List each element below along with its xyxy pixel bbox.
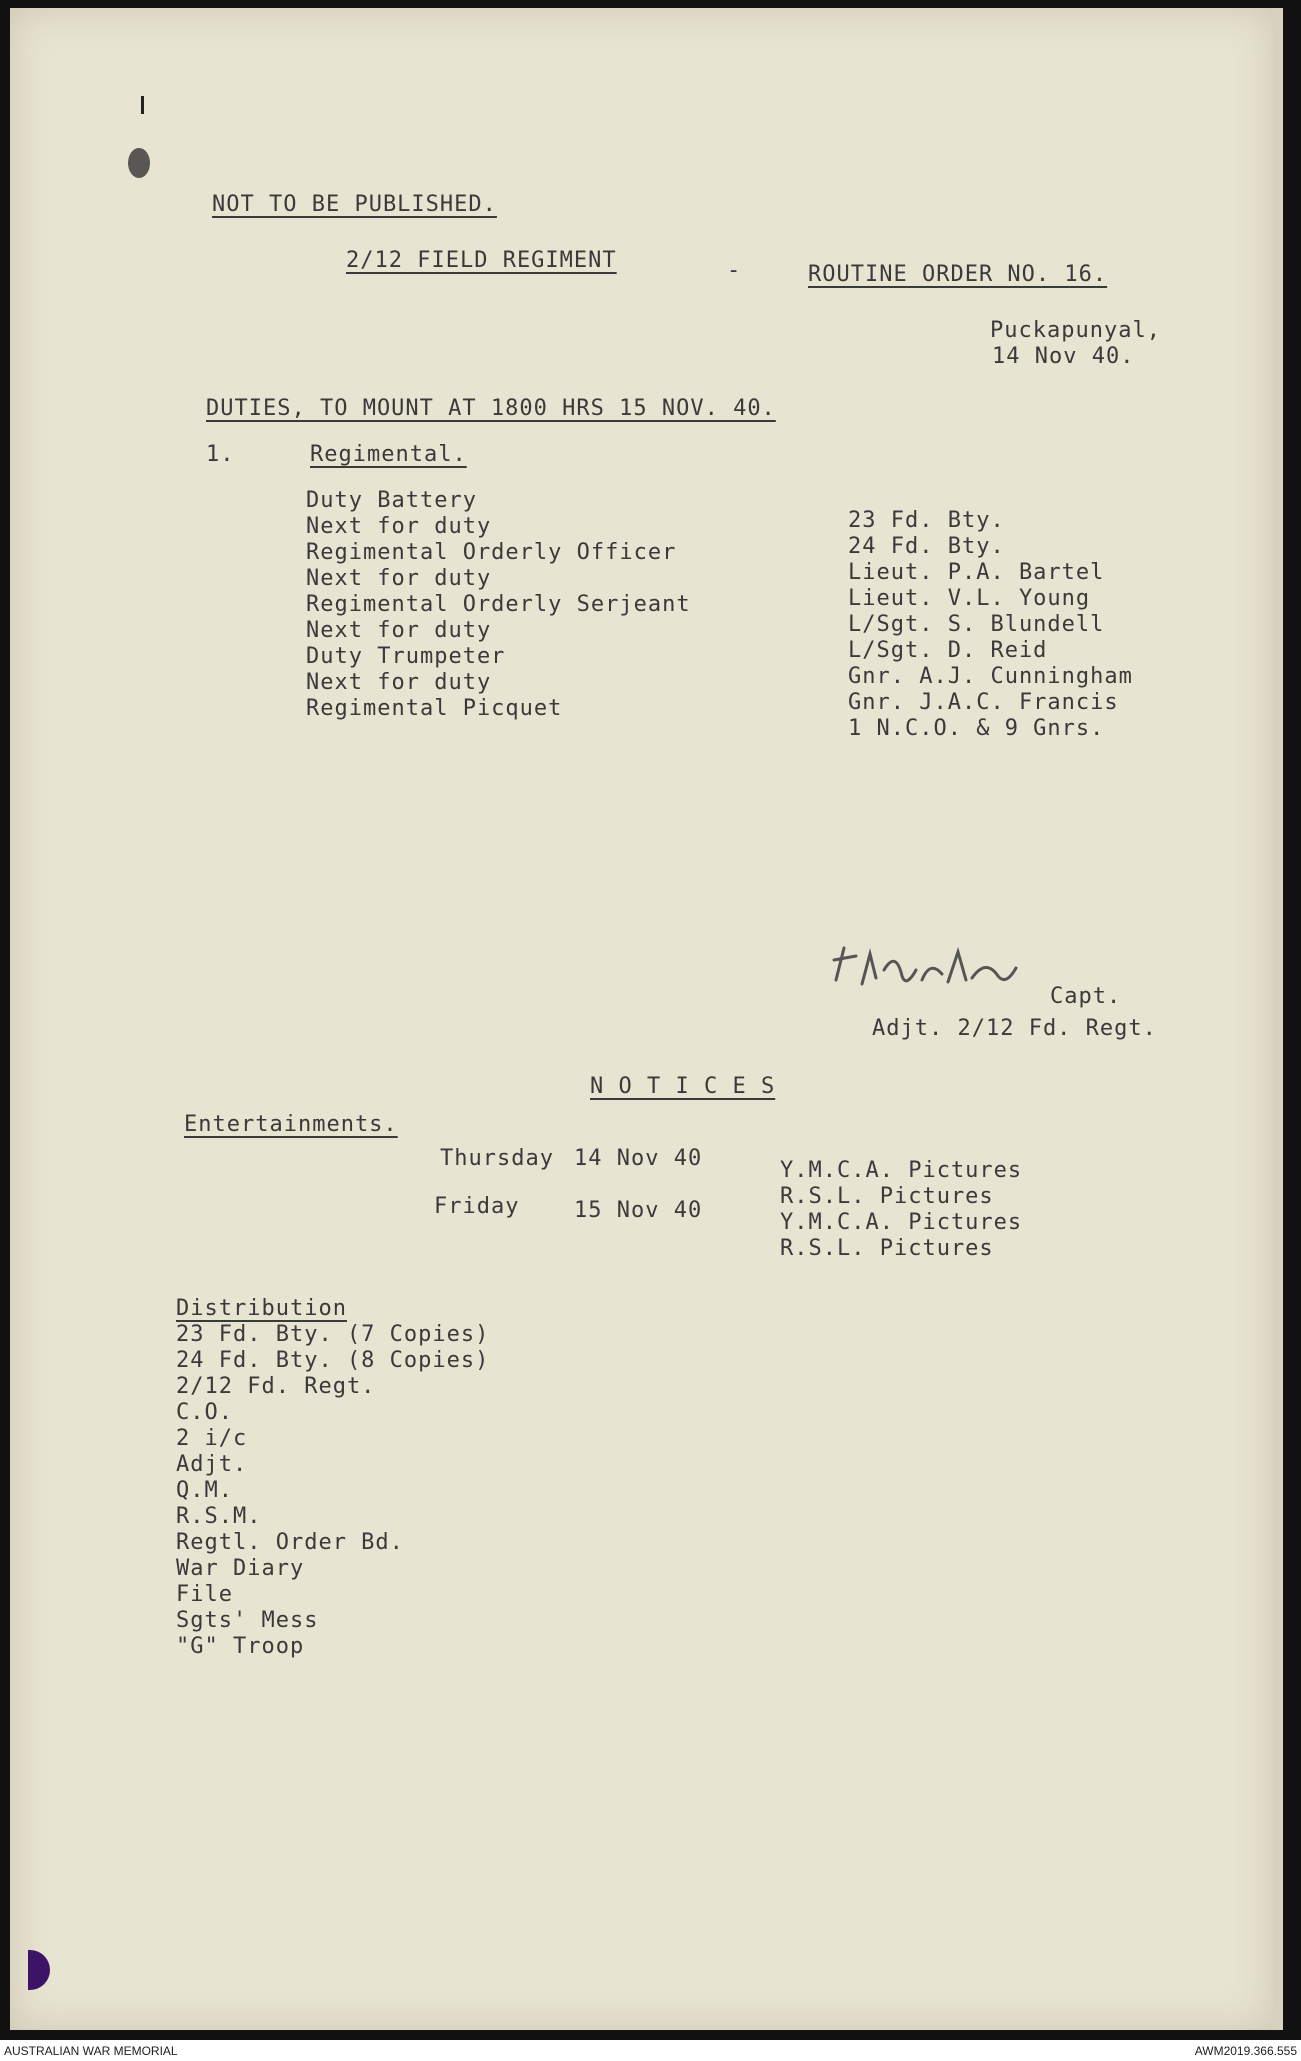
distribution-item: 24 Fd. Bty. (8 Copies) xyxy=(176,1348,490,1373)
archive-credit: AUSTRALIAN WAR MEMORIAL xyxy=(4,2044,178,2058)
duty-assignee: 24 Fd. Bty. xyxy=(848,534,1005,559)
handwritten-signature xyxy=(826,940,1086,1010)
notice-item: R.S.L. Pictures xyxy=(780,1184,994,1209)
distribution-item: "G" Troop xyxy=(176,1634,305,1659)
distribution-item: 2 i/c xyxy=(176,1426,248,1451)
distribution-item: R.S.M. xyxy=(176,1504,262,1529)
notice-item: Y.M.C.A. Pictures xyxy=(780,1158,1023,1183)
duty-label: Duty Trumpeter xyxy=(306,644,506,669)
duty-assignee: Lieut. V.L. Young xyxy=(848,586,1091,611)
duty-assignee: Lieut. P.A. Bartel xyxy=(848,560,1105,585)
duty-assignee: L/Sgt. D. Reid xyxy=(848,638,1048,663)
section-number: 1. xyxy=(206,442,235,467)
distribution-item: Sgts' Mess xyxy=(176,1608,319,1633)
distribution-item: War Diary xyxy=(176,1556,305,1581)
notice-day: Thursday xyxy=(440,1146,554,1171)
distribution-item: 23 Fd. Bty. (7 Copies) xyxy=(176,1322,490,1347)
duty-label: Next for duty xyxy=(306,514,492,539)
notice-day: Friday xyxy=(434,1194,520,1219)
signature-role: Adjt. 2/12 Fd. Regt. xyxy=(872,1016,1157,1041)
distribution-item: Adjt. xyxy=(176,1452,248,1477)
duty-assignee: Gnr. J.A.C. Francis xyxy=(848,690,1119,715)
duty-label: Duty Battery xyxy=(306,488,477,513)
header-separator: - xyxy=(727,258,742,283)
distribution-item: C.O. xyxy=(176,1400,233,1425)
archive-reference: AWM2019.366.555 xyxy=(1194,2044,1297,2058)
distribution-item: Q.M. xyxy=(176,1478,233,1503)
duty-label: Next for duty xyxy=(306,618,492,643)
duty-label: Regimental Picquet xyxy=(306,696,563,721)
duty-label: Next for duty xyxy=(306,566,492,591)
duty-label: Regimental Orderly Officer xyxy=(306,540,677,565)
distribution-heading: Distribution xyxy=(176,1296,347,1321)
duty-assignee: 23 Fd. Bty. xyxy=(848,508,1005,533)
notice-date: 15 Nov 40 xyxy=(574,1198,703,1223)
hole-mark xyxy=(128,148,150,178)
signature-title: Capt. xyxy=(1050,984,1122,1009)
notice-item: Y.M.C.A. Pictures xyxy=(780,1210,1023,1235)
paper-edge xyxy=(1273,8,1283,2030)
restriction-notice: NOT TO BE PUBLISHED. xyxy=(212,192,497,217)
notices-subheading: Entertainments. xyxy=(184,1112,398,1137)
duty-assignee: 1 N.C.O. & 9 Gnrs. xyxy=(848,716,1105,741)
ink-mark xyxy=(141,96,144,114)
notices-heading: N O T I C E S xyxy=(590,1074,776,1099)
order-number: ROUTINE ORDER NO. 16. xyxy=(808,262,1108,287)
section-title: Regimental. xyxy=(310,442,467,467)
duties-heading: DUTIES, TO MOUNT AT 1800 HRS 15 NOV. 40. xyxy=(206,396,776,421)
duty-assignee: L/Sgt. S. Blundell xyxy=(848,612,1105,637)
distribution-item: Regtl. Order Bd. xyxy=(176,1530,404,1555)
duty-label: Regimental Orderly Serjeant xyxy=(306,592,691,617)
duty-assignee: Gnr. A.J. Cunningham xyxy=(848,664,1133,689)
date: 14 Nov 40. xyxy=(992,344,1135,369)
notice-date: 14 Nov 40 xyxy=(574,1146,703,1171)
duty-label: Next for duty xyxy=(306,670,492,695)
place: Puckapunyal, xyxy=(990,318,1161,343)
unit-name: 2/12 FIELD REGIMENT xyxy=(346,248,617,273)
distribution-item: File xyxy=(176,1582,233,1607)
notice-item: R.S.L. Pictures xyxy=(780,1236,994,1261)
distribution-item: 2/12 Fd. Regt. xyxy=(176,1374,376,1399)
